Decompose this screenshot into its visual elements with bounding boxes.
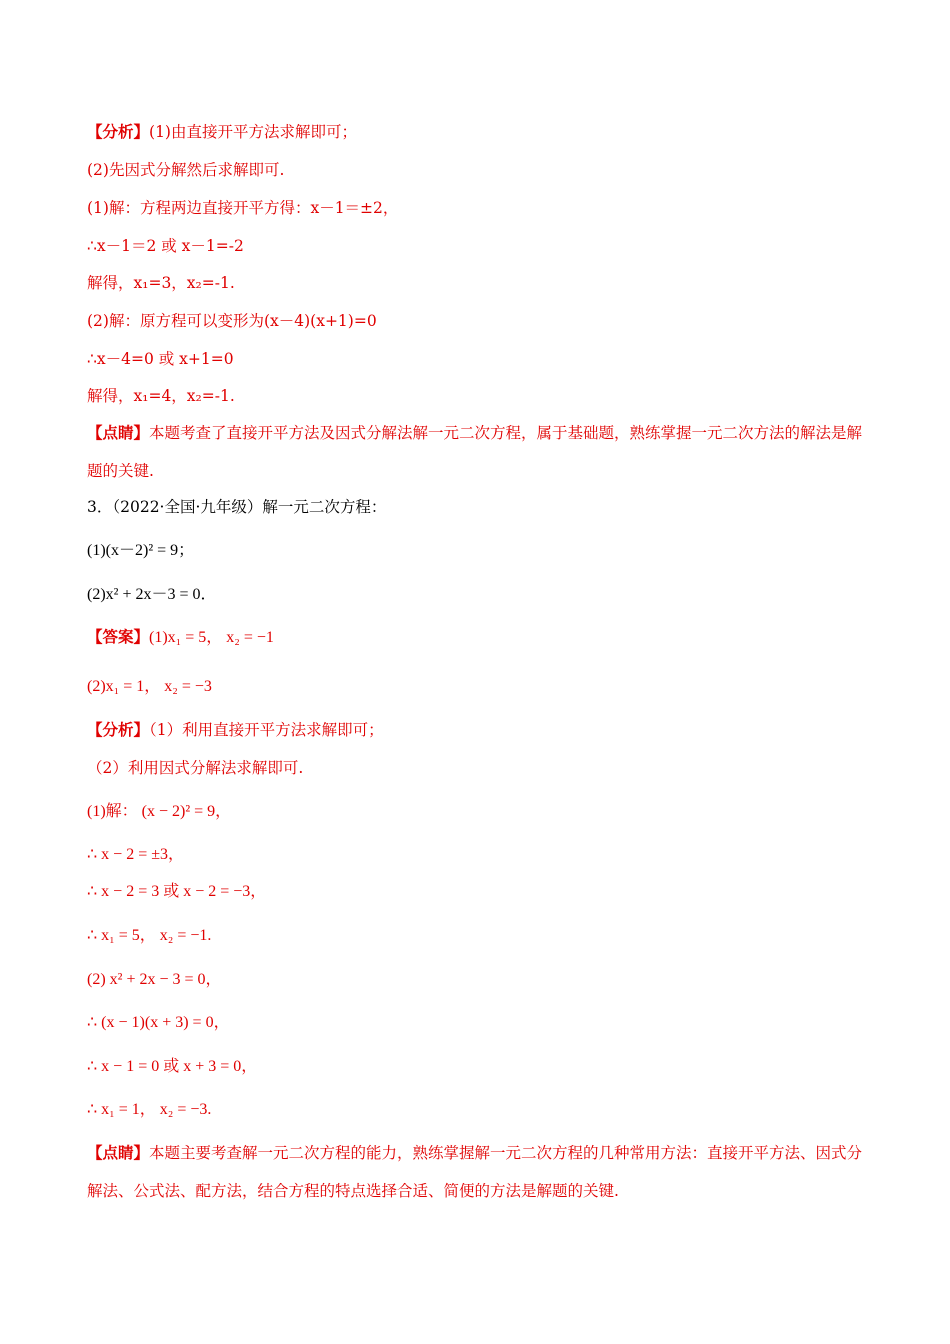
q3-comment-text: 本题主要考查解一元二次方程的能力，熟练掌握解一元二次方程的几种常用方法：直接开平方法、因式分解法、公式法、配方法，结合方程的特点选择合适、简便的方法是解题的关键.: [87, 1144, 863, 1200]
q2-comment-text: 本题考查了直接开平方法及因式分解法解一元二次方程，属于基础题，熟练掌握一元二次方法的解法是解题的关键.: [87, 424, 863, 480]
q2-step2-a: (2)解：原方程可以变形为(x－4)(x+1)=0: [87, 312, 377, 330]
q3-analysis-text-1: （1）利用直接开平方法求解即可；: [149, 721, 384, 739]
q2-step2-c: 解得，x₁=4，x₂=-1.: [87, 387, 235, 405]
q3-stem: 3．（2022·全国·九年级）解一元二次方程：: [87, 498, 387, 516]
q3-part2: (2)x² + 2x－3 = 0．: [87, 586, 217, 603]
q2-analysis-line-1: [87, 122, 357, 142]
q3-step2-c: ∴ x − 1 = 0 或 x + 3 = 0，: [87, 1058, 258, 1075]
q2-step1-b: ∴x－1＝2 或 x－1=-2: [87, 237, 244, 255]
q3-analysis-line-2: （2）利用因式分解法求解即可.: [87, 759, 304, 777]
q3-comment: [87, 1134, 867, 1210]
q3-answer-1: (1)x₁ = 5， x₂ = −1: [149, 629, 274, 646]
q3-step1-d: ∴ x₁ = 5， x₂ = −1.: [87, 927, 212, 944]
q2-step1-c: 解得，x₁=3，x₂=-1.: [87, 274, 235, 292]
q2-step2-b: ∴x－4=0 或 x+1=0: [87, 350, 234, 368]
q3-answer-2: (2)x₁ = 1， x₂ = −3: [87, 678, 212, 695]
q2-step1-a: (1)解：方程两边直接开平方得：x－1＝±2，: [87, 199, 399, 217]
q2-comment-tag: 【点睛】: [87, 423, 150, 442]
q3-part1: (1)(x－2)² = 9；: [87, 542, 195, 559]
q2-comment: [87, 414, 867, 490]
q3-comment-tag: 【点睛】: [87, 1143, 150, 1162]
q3-step2-d: ∴ x₁ = 1， x₂ = −3.: [87, 1101, 212, 1118]
q3-step1-c: ∴ x − 2 = 3 或 x − 2 = −3，: [87, 883, 267, 900]
q2-analysis-text-1: (1)由直接开平方法求解即可；: [149, 123, 357, 141]
q3-step1-b: ∴ x − 2 = ±3，: [87, 846, 185, 863]
q2-analysis-tag: 【分析】: [87, 122, 150, 141]
q2-analysis-line-2: (2)先因式分解然后求解即可.: [87, 161, 285, 179]
q3-step2-a: (2) x² + 2x − 3 = 0，: [87, 971, 222, 988]
q3-step2-b: ∴ (x − 1)(x + 3) = 0，: [87, 1014, 230, 1031]
q3-answer-tag: 【答案】: [87, 627, 150, 646]
q3-analysis-line-1: [87, 720, 384, 740]
q3-answer-line-1: [87, 627, 274, 648]
q3-analysis-tag: 【分析】: [87, 720, 150, 739]
q3-step1-a: (1)解： (x − 2)² = 9，: [87, 803, 232, 820]
